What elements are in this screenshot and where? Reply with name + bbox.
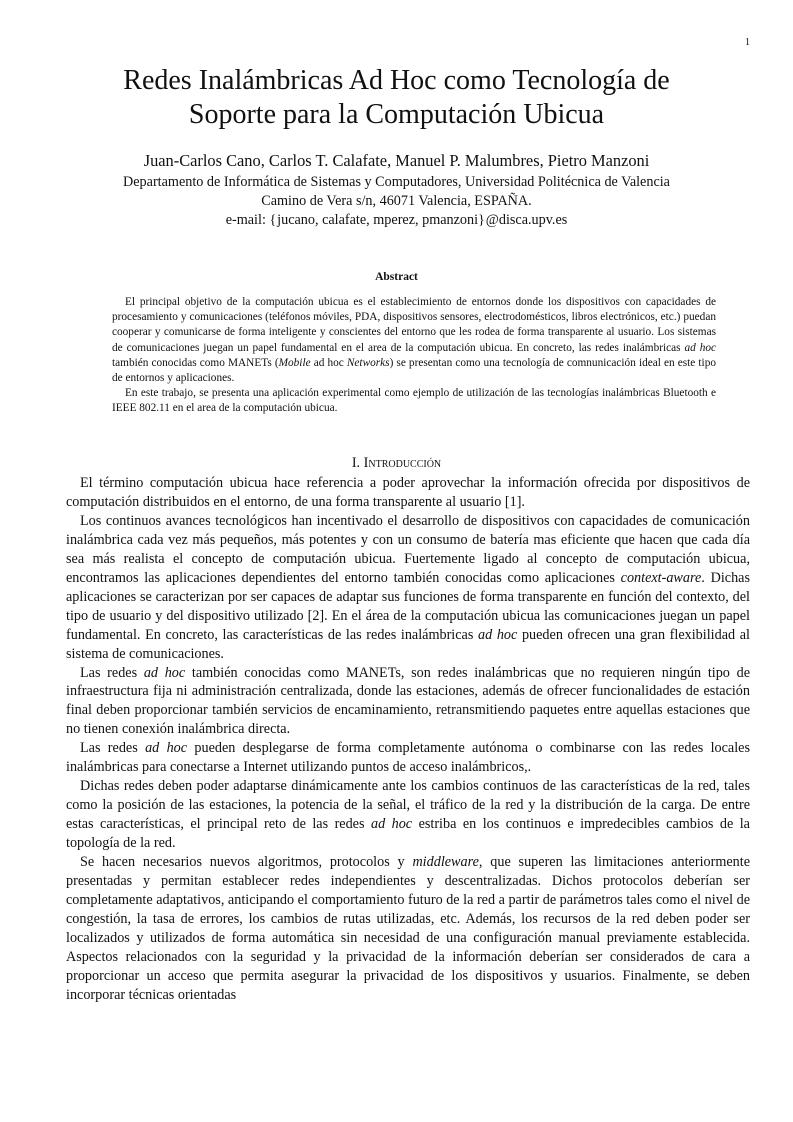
section-heading	[60, 455, 733, 472]
section-numeral: I.	[351, 455, 361, 471]
abstract-body	[112, 295, 716, 417]
body-italic: ad hoc	[145, 740, 188, 757]
title-line-2: Soporte para la Computación Ubicua	[188, 99, 605, 130]
body-text-run: Las redes	[80, 664, 144, 681]
abstract-italic: Networks	[346, 356, 390, 369]
body-text-run: Se hacen necesarios nuevos algoritmos, protocolos y	[80, 854, 413, 871]
email-line	[40, 211, 753, 230]
page-number: 1	[745, 37, 750, 48]
abstract-text: también conocidas como MANETs (	[112, 356, 279, 369]
body-paragraph-1: El término computación ubicua hace referencia a poder aprovechar la información ofrecida por dispositivos de computación distribuidos en el entorno, de una forma transparente al usuario [1].	[66, 475, 750, 510]
abstract-text: ad hoc	[310, 356, 347, 369]
body-paragraph-3	[66, 664, 750, 740]
body-text-run: Dichas redes deben poder adaptarse dinámicamente ante los cambios continuos de las características de la red, tales como la posición de las estaciones, la potencia de la señal, el tráfico de la red y la distribución de la carga. De entre estas características, el principal reto de las redes	[66, 778, 750, 833]
body-italic: ad hoc	[478, 626, 518, 643]
section-title: Introducción	[363, 455, 442, 471]
email-open-brace: {	[269, 213, 278, 228]
body-paragraph-6	[66, 853, 750, 1005]
abstract-heading: Abstract	[375, 271, 418, 283]
abstract-paragraph-1	[112, 295, 716, 386]
abstract-paragraph-2: En este trabajo, se presenta una aplicación experimental como ejemplo de utilización de las tecnologías inalámbricas Bluetooth e IEEE 802.11 en el area de la computación ubicua.	[112, 387, 716, 415]
affiliation-address: Camino de Vera s/n, 46071 Valencia, ESPAÑA.	[261, 193, 532, 209]
body-paragraph-2	[66, 512, 750, 664]
email-prefix: e-mail:	[225, 212, 266, 228]
abstract-text: ) se presentan como una tecnología de comnunicación ideal en este tipo de entornos y aplicaciones.	[112, 356, 716, 385]
body-italic: context-aware	[620, 569, 702, 586]
abstract-italic: ad hoc	[684, 341, 716, 354]
body-text-run: Las redes	[80, 740, 146, 757]
affiliation-department: Departamento de Informática de Sistemas y Computadores, Universidad Politécnica de Valencia	[123, 174, 670, 190]
body-text-run: . Dichas aplicaciones se caracterizan por ser capaces de adaptar sus funciones de forma transparente en función del contexto, del tipo de usuario y del dispositivo utilizado [2]. En el área de la computación ubicua las comunicaciones juegan un papel fundamental. En concreto, las características de las redes inalámbricas	[66, 569, 750, 643]
email-close-brace: }	[478, 213, 486, 228]
abstract-italic: Mobile	[278, 356, 311, 369]
body-text-run: pueden ofrecen una gran flexibilidad al sistema de comunicaciones.	[66, 626, 750, 662]
body-text-run: , que superen las limitaciones anteriormente presentadas y permitan establecer redes independientes y descentralizadas. Dichos protocolos deberían ser completamente adaptativos, anticipando el comportamiento futuro de la red a partir de parámetros tales como el nivel de congestión, la tasa de errores, los cambios de rutas utilizadas, etc. Además, los recursos de la red deben poder ser localizados y utilizados de forma automática sin necesidad de una configuración manual previamente establecida. Aspectos relacionados con la seguridad y la privacidad de la información deberían ser considerados de cara a proporcionar un acceso que permita asegurar la privacidad de los dispositivos y usuarios. Finalmente, se deben incorporar técnicas orientadas	[66, 854, 750, 1003]
body-italic: middleware	[412, 854, 479, 871]
abstract-text: El principal objetivo de la computación ubicua es el establecimiento de entornos donde los dispositivos con capacidades de procesamiento y comunicaciones (teléfonos móviles, PDA, dispositivos sensores, electrodomésticos, libros electrónicos, etc.) puedan cooperar y comunicarse de forma inteligente y conscientes del entorno que les rodea de forma transparente al usuario. Los sistemas de comunicaciones juegan un papel fundamental en el area de la computación ubicua. En concreto, las redes inalámbricas	[112, 296, 716, 354]
body-text-run: también conocidas como MANETs, son redes inalámbricas que no requieren ningún tipo de infraestructura fija ni administración centralizada, donde las estaciones, además de ofrecer funcionalidades de estación final deben proporcionar también servicios de encaminamiento, retransmitiendo paquetes entre aquellas estaciones que no tienen conexión inalámbrica directa.	[66, 664, 750, 738]
paper-title	[60, 64, 733, 132]
body-italic: ad hoc	[143, 664, 186, 681]
body-paragraph-5	[66, 777, 750, 853]
body-text	[66, 474, 750, 1005]
body-italic: ad hoc	[370, 816, 413, 833]
author-list: Juan-Carlos Cano, Carlos T. Calafate, Manuel P. Malumbres, Pietro Manzoni	[143, 151, 650, 170]
email-users: jucano, calafate, mperez, pmanzoni	[277, 212, 479, 228]
email-domain: @disca.upv.es	[485, 212, 568, 228]
body-paragraph-4	[66, 739, 750, 777]
body-text-run: pueden desplegarse de forma completamente autónoma o combinarse con las redes locales inalámbricas para conectarse a Internet utilizando puntos de acceso inalámbricos,.	[66, 740, 750, 776]
body-text-run: estriba en los continuos e impredecibles cambios de la topología de la red.	[66, 816, 750, 852]
title-line-1: Redes Inalámbricas Ad Hoc como Tecnología de	[123, 65, 670, 96]
body-text-run: Los continuos avances tecnológicos han incentivado el desarrollo de dispositivos con capacidades de comunicación inalámbrica cada vez más pequeños, más potentes y con un consumo de batería mas eficiente que hacen que cada día sea más realista el concepto de computación ubicua. Fuertemente ligado al concepto de computación ubicua, encontramos las aplicaciones dependientes del entorno también conocidas como aplicaciones	[66, 512, 750, 586]
